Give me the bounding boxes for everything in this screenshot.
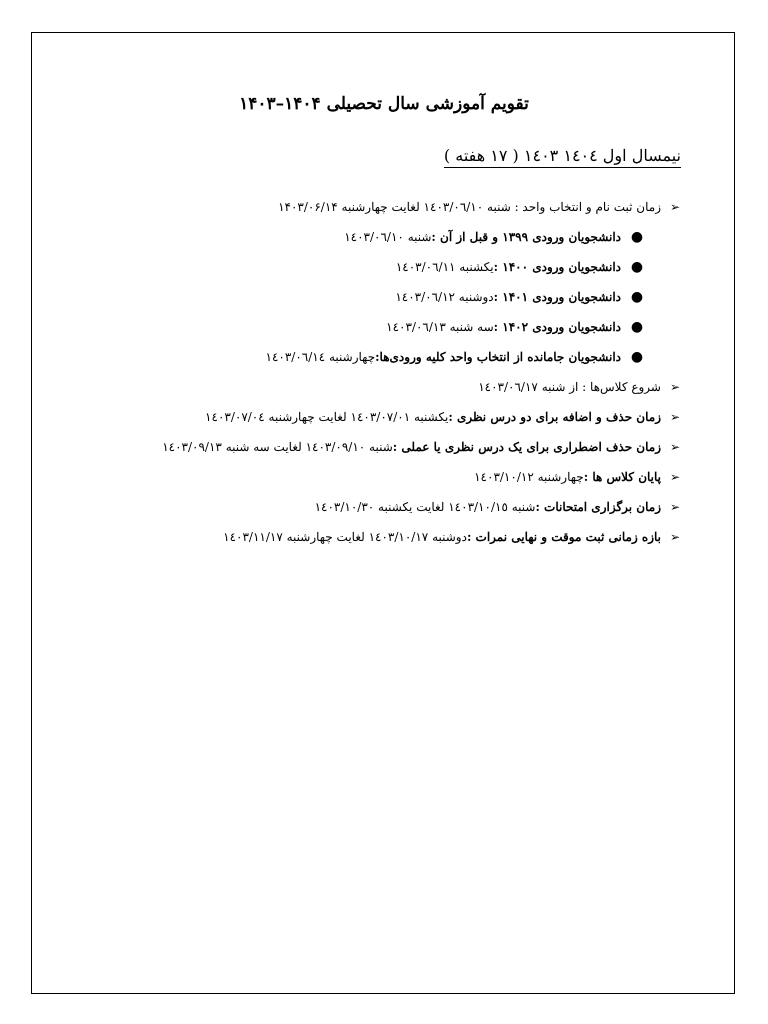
schedule-item [83, 436, 683, 466]
schedule-item-label: دانشجویان ورودی ۱۴۰۱ : [493, 290, 621, 304]
schedule-item [83, 376, 683, 406]
schedule-item-value: یکشنبه ١٤٠٣/٠٦/١١ [395, 260, 494, 274]
schedule-item-value: دوشنبه ١٤٠٣/٠٦/١٢ [395, 290, 494, 304]
arrow-bullet-icon: ➢ [669, 410, 681, 424]
schedule-item-value: شروع کلاس‌ها : از شنبه ١٤٠٣/٠٦/١٧ [478, 380, 661, 394]
schedule-item-value: شنبه ١٤٠٣/٠٦/١٠ [344, 230, 432, 244]
schedule-subitem [83, 316, 683, 346]
schedule-list [83, 196, 683, 556]
schedule-item-label: بازه زمانی ثبت موقت و نهایی نمرات : [466, 530, 661, 544]
arrow-bullet-icon: ➢ [669, 380, 681, 394]
schedule-subitem [83, 256, 683, 286]
schedule-item-label: دانشجویان ورودی ۱۳۹۹ و قبل از آن : [431, 230, 621, 244]
schedule-item [83, 526, 683, 556]
arrow-bullet-icon: ➢ [669, 440, 681, 454]
schedule-item [83, 496, 683, 526]
schedule-item-label: پایان کلاس ها : [583, 470, 661, 484]
dot-bullet-icon: ● [630, 289, 644, 305]
schedule-item-label: دانشجویان ورودی ۱۴۰۲ : [493, 320, 621, 334]
schedule-item-label: زمان برگزاری امتحانات : [535, 500, 661, 514]
schedule-item-value: دوشنبه ١٤٠٣/١٠/١٧ لغایت چهارشنبه ١٤٠٣/١١/١٧ [223, 530, 467, 544]
schedule-item-value: یکشنبه ١٤٠٣/٠٧/٠١ لغایت چهارشنبه ١٤٠٣/٠٧/٠٤ [205, 410, 449, 424]
arrow-bullet-icon: ➢ [669, 500, 681, 514]
schedule-item-label: زمان حذف اضطراری برای یک درس نظری یا عملی : [392, 440, 661, 454]
schedule-subitem [83, 286, 683, 316]
document-title: تقویم آموزشی سال تحصیلی ۱۴۰۴–۱۴۰۳ [239, 94, 529, 114]
schedule-subitem [83, 346, 683, 376]
dot-bullet-icon: ● [630, 319, 644, 335]
schedule-item-label: دانشجویان ورودی ۱۴۰۰ : [493, 260, 621, 274]
schedule-item-label: دانشجویان جامانده از انتخاب واحد کلیه ورودی‌ها: [375, 350, 621, 364]
arrow-bullet-icon: ➢ [669, 470, 681, 484]
schedule-item-value: سه شنبه ١٤٠٣/٠٦/١٣ [386, 320, 494, 334]
schedule-subitem [83, 226, 683, 256]
semester-heading: نیمسال اول ١٤٠٤ ١٤٠٣ ( ١٧ هفته ) [444, 146, 681, 168]
arrow-bullet-icon: ➢ [669, 200, 681, 214]
arrow-bullet-icon: ➢ [669, 530, 681, 544]
schedule-item [83, 406, 683, 436]
schedule-item-value: چهارشنبه ١٤٠٣/١٠/١٢ [474, 470, 584, 484]
dot-bullet-icon: ● [630, 349, 644, 365]
schedule-item-value: چهارشنبه ١٤٠٣/٠٦/١٤ [265, 350, 376, 364]
schedule-item-value: شنبه ١٤٠٣/١٠/١٥ لغایت یکشنبه ١٤٠٣/١٠/٣٠ [314, 500, 536, 514]
schedule-item-value: شنبه ١٤٠٣/٠٩/١٠ لغایت سه شنبه ١٤٠٣/٠٩/١٣ [162, 440, 393, 454]
schedule-item [83, 196, 683, 226]
dot-bullet-icon: ● [630, 259, 644, 275]
schedule-item-label: زمان حذف و اضافه برای دو درس نظری : [448, 410, 661, 424]
schedule-item [83, 466, 683, 496]
dot-bullet-icon: ● [630, 229, 644, 245]
schedule-item-value: زمان ثبت نام و انتخاب واحد : شنبه ١٤٠٣/٠٦/١٠ لغایت چهارشنبه ۱۴۰۳/۰۶/۱۴ [278, 200, 661, 214]
